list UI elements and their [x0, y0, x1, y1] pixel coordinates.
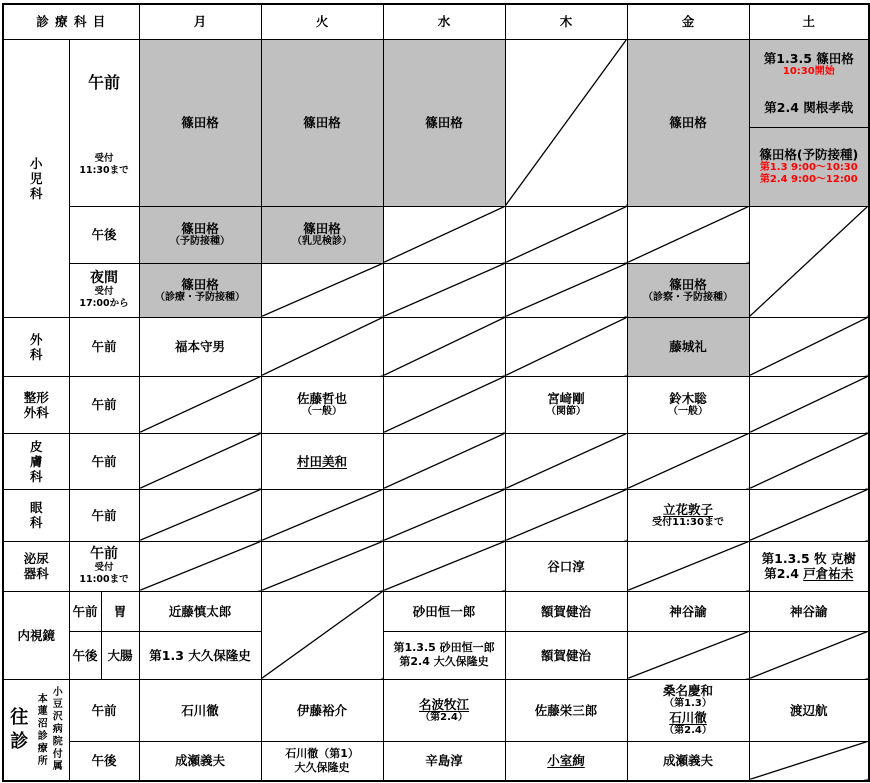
doctor-name: 砂田恒一郎: [412, 603, 476, 619]
cell-endoscopy-am-wed: [383, 591, 505, 631]
doctor-name: 渡辺航: [790, 702, 828, 718]
cell-dermatology-thu-closed: [505, 433, 627, 489]
cell-endoscopy-pm-fri-closed: [627, 631, 749, 679]
dept-char: 眼: [29, 500, 43, 515]
time-label: 午前: [88, 72, 121, 92]
time-label: 夜間: [90, 270, 119, 286]
time-ophthalmology-am: 午前: [69, 489, 139, 541]
time-surgery-am: 午前: [69, 317, 139, 376]
time-home-visit-am: 午前: [69, 679, 139, 741]
doctor-name: 佐藤哲也: [297, 391, 348, 406]
cell-endoscopy-am-thu: [505, 591, 627, 631]
time-urology-am: [69, 541, 139, 591]
time-pediatrics-am-box: [70, 41, 139, 205]
cell-ophthalmology-thu-closed: [505, 489, 627, 541]
cell-pediatrics-am-fri: [627, 39, 749, 206]
cell-pediatrics-pm-night-sat-closed: [749, 206, 869, 317]
dept-line: 整形: [23, 389, 49, 405]
dept-line: 泌尿: [23, 551, 49, 566]
endoscopy-type-gastric: 胃: [101, 591, 139, 631]
header-day-mon: 月: [139, 4, 261, 39]
specialty-note: （一般）: [302, 406, 343, 417]
surgery-row: [3, 317, 869, 376]
doctor-name: 第1.3 大久保隆史: [149, 647, 251, 663]
cell-pediatrics-am-sat-lower: [749, 127, 869, 206]
doctor-line: 第2.4 大久保隆史: [399, 655, 489, 668]
doctor-name: 篠田格: [181, 115, 219, 130]
pediatrics-pm-row: [3, 206, 869, 263]
doctor-line: 大久保隆史: [294, 760, 350, 774]
doctor-name: 藤城礼: [669, 339, 707, 354]
cell-home-visit-am-fri: [627, 679, 749, 741]
doctor-name: 篠田格: [669, 276, 707, 292]
time-home-visit-pm: 午後: [69, 741, 139, 781]
time-endoscopy-am: 午前: [69, 591, 101, 631]
cell-urology-fri-closed: [627, 541, 749, 591]
time-label: 午前: [90, 546, 119, 562]
cell-home-visit-am-sat: [749, 679, 869, 741]
doctor-name: 小室絢: [547, 753, 585, 769]
cell-pediatrics-am-wed: [383, 39, 505, 206]
clinic-name-line: 本蓮沼診療所: [35, 692, 47, 767]
doctor-line: 第1.3.5 砂田恒一郎: [393, 641, 495, 654]
service-note: （診療・予防接種）: [155, 291, 246, 303]
cell-ophthalmology-sat-closed: [749, 489, 869, 541]
week-note: （第2.4）: [664, 725, 712, 736]
dept-ophthalmology: [3, 489, 69, 541]
cell-home-visit-pm-thu: [505, 741, 627, 781]
cell-surgery-fri: [627, 317, 749, 376]
doctor-name: 篠田格: [303, 115, 341, 130]
cell-pediatrics-am-thu-closed: [505, 39, 627, 206]
dept-char: 科: [29, 185, 43, 201]
cell-pediatrics-night-tue-closed: [261, 263, 383, 317]
pediatrics-am-row-upper: [3, 39, 869, 127]
cell-dermatology-tue: [261, 433, 383, 489]
doctor-name: 立花敦子: [663, 501, 714, 517]
specialty-note: （一般）: [668, 406, 709, 417]
cell-endoscopy-am-mon: [139, 591, 261, 631]
reception-note-line: 17:00から: [79, 298, 129, 309]
pediatrics-night-row: [3, 263, 869, 317]
home-visit-am-row: [3, 679, 869, 741]
cell-pediatrics-night-wed-closed: [383, 263, 505, 317]
doctor-name: 篠田格: [425, 115, 463, 130]
doctor-name: 宮﨑剛: [547, 391, 585, 406]
cell-pediatrics-night-mon: [139, 263, 261, 317]
cell-home-visit-pm-sat-closed: [749, 741, 869, 781]
clinic-name-line: 小豆沢病院付属: [50, 686, 62, 774]
cell-urology-sat: [749, 541, 869, 591]
dept-char: 児: [29, 170, 43, 186]
cell-endoscopy-pm-wed: [383, 631, 505, 679]
time-pediatrics-pm: 午後: [69, 206, 139, 263]
home-visit-title: [9, 706, 29, 754]
cell-endoscopy-pm-mon: [139, 631, 261, 679]
cell-urology-mon-closed: [139, 541, 261, 591]
cell-home-visit-pm-wed: [383, 741, 505, 781]
time-dermatology-am: 午前: [69, 433, 139, 489]
dept-char: 科: [29, 515, 43, 530]
doctor-name: 神谷諭: [669, 603, 707, 619]
dept-pediatrics: [3, 39, 69, 317]
doctor-name: 第1.3.5 牧 克樹: [761, 551, 856, 566]
cell-surgery-mon: [139, 317, 261, 376]
cell-ophthalmology-wed-closed: [383, 489, 505, 541]
cell-endoscopy-tue-closed: [261, 591, 383, 679]
reception-note: [70, 153, 139, 177]
cell-home-visit-pm-tue: [261, 741, 383, 781]
dept-char: 往: [10, 706, 29, 728]
doctor-name: 名波牧江: [419, 696, 470, 712]
cell-pediatrics-am-sat-upper: [749, 39, 869, 127]
week-prefix: 第2.4: [764, 566, 804, 581]
cell-ophthalmology-tue-closed: [261, 489, 383, 541]
dept-char: 小: [29, 155, 43, 171]
clinic-name-vertical: [33, 686, 63, 773]
cell-pediatrics-pm-wed-closed: [383, 206, 505, 263]
doctor-line: [750, 566, 869, 581]
cell-ophthalmology-mon-closed: [139, 489, 261, 541]
reception-note-line: 受付: [94, 562, 114, 573]
week-note: （第1.3）: [664, 698, 712, 709]
time-pediatrics-am: [69, 39, 139, 206]
time-endoscopy-pm: 午後: [69, 631, 101, 679]
doctor-name: 神谷諭: [790, 603, 828, 619]
doctor-name: 近藤慎太郎: [168, 603, 232, 619]
cell-surgery-wed-closed: [383, 317, 505, 376]
doctor-name: 佐藤栄三郎: [534, 702, 598, 718]
cell-pediatrics-night-thu-closed: [505, 263, 627, 317]
dept-orthopedics: [3, 376, 69, 433]
endoscopy-am-row: [3, 591, 869, 631]
cell-home-visit-am-tue: [261, 679, 383, 741]
orthopedics-row: [3, 376, 869, 433]
urology-row: [3, 541, 869, 591]
cell-pediatrics-am-mon: [139, 39, 261, 206]
doctor-name: 第2.4 関根孝哉: [764, 100, 854, 115]
cell-surgery-tue-closed: [261, 317, 383, 376]
time-orthopedics-am: 午前: [69, 376, 139, 433]
dept-char: 皮: [29, 438, 43, 454]
ophthalmology-row: [3, 489, 869, 541]
cell-dermatology-wed-closed: [383, 433, 505, 489]
doctor-name: 谷口淳: [547, 558, 585, 574]
cell-pediatrics-am-tue: [261, 39, 383, 206]
dept-line: 外科: [23, 404, 49, 420]
dept-surgery: [3, 317, 69, 376]
doctor-line: 石川徹（第1）: [285, 746, 359, 760]
cell-orthopedics-thu: [505, 376, 627, 433]
doctor-name: 戸倉祐未: [803, 566, 854, 581]
header-day-sat: 土: [749, 4, 869, 39]
header-row: [3, 4, 869, 39]
cell-orthopedics-sat-closed: [749, 376, 869, 433]
cell-ophthalmology-fri: [627, 489, 749, 541]
cell-home-visit-pm-fri: [627, 741, 749, 781]
doctor-name: 額賀健治: [541, 647, 592, 663]
doctor-name: 辛島淳: [425, 753, 463, 769]
doctor-name: 第1.3.5 篠田格: [763, 51, 854, 66]
cell-surgery-sat-closed: [749, 317, 869, 376]
week-note: （第2.4）: [420, 711, 468, 723]
cell-pediatrics-night-fri: [627, 263, 749, 317]
dept-char: 科: [29, 468, 43, 484]
dept-char: 膚: [29, 453, 43, 469]
cell-home-visit-am-thu: [505, 679, 627, 741]
doctor-name: 篠田格: [669, 115, 707, 130]
cell-urology-thu: [505, 541, 627, 591]
cell-pediatrics-pm-fri-closed: [627, 206, 749, 263]
cell-orthopedics-wed-closed: [383, 376, 505, 433]
cell-orthopedics-mon-closed: [139, 376, 261, 433]
reception-note-line: 受付: [94, 152, 114, 164]
specialty-note: （関節）: [546, 406, 587, 417]
doctor-name: 伊藤裕介: [297, 702, 348, 718]
dept-char: 診: [10, 730, 29, 752]
home-visit-pm-row: [3, 741, 869, 781]
dept-endoscopy: 内視鏡: [3, 591, 69, 679]
cell-urology-tue-closed: [261, 541, 383, 591]
cell-dermatology-mon-closed: [139, 433, 261, 489]
reception-note-line: 11:30まで: [79, 164, 129, 176]
cell-endoscopy-pm-sat-closed: [749, 631, 869, 679]
cell-dermatology-sat-closed: [749, 433, 869, 489]
doctor-name: 篠田格: [303, 221, 341, 236]
doctor-name: 成瀬義夫: [175, 753, 226, 769]
dept-home-visit: [3, 679, 69, 781]
start-time-note: 10:30開始: [782, 66, 835, 77]
doctor-name: 石川徹: [669, 710, 707, 725]
hours-note: 第2.4 9:00～12:00: [759, 174, 858, 185]
doctor-name: 桑名慶和: [663, 683, 714, 698]
service-note: （乳児検診）: [292, 236, 353, 247]
service-note: （診察・予防接種）: [643, 291, 734, 303]
cell-endoscopy-am-fri: [627, 591, 749, 631]
doctor-name: 福本守男: [175, 339, 226, 354]
header-department: 診 療 科 目: [3, 4, 139, 39]
cell-pediatrics-pm-tue: [261, 206, 383, 263]
dept-char: 外: [29, 331, 43, 347]
cell-home-visit-am-wed: [383, 679, 505, 741]
doctor-name: 篠田格: [181, 221, 219, 236]
hours-note: 第1.3 9:00～10:30: [759, 162, 858, 173]
cell-endoscopy-pm-thu: [505, 631, 627, 679]
header-day-tue: 火: [261, 4, 383, 39]
cell-orthopedics-tue: [261, 376, 383, 433]
reception-note-line: 11:00まで: [79, 574, 129, 585]
dept-char: 科: [29, 346, 43, 362]
cell-surgery-thu-closed: [505, 317, 627, 376]
doctor-name: 成瀬義夫: [663, 753, 714, 769]
dept-line: 器科: [23, 566, 49, 581]
doctor-name: 村田美和: [297, 453, 348, 469]
endoscopy-type-colon: 大腸: [101, 631, 139, 679]
endoscopy-pm-row: [3, 631, 869, 679]
doctor-name: 篠田格(予防接種): [759, 147, 859, 162]
service-note: （予防接種）: [170, 236, 231, 247]
cell-pediatrics-pm-mon: [139, 206, 261, 263]
reception-note: 受付11:30まで: [652, 516, 724, 528]
cell-urology-wed-closed: [383, 541, 505, 591]
cell-pediatrics-pm-thu-closed: [505, 206, 627, 263]
doctor-name: 篠田格: [181, 276, 219, 292]
doctor-name: 額賀健治: [541, 603, 592, 619]
reception-note-line: 受付: [94, 286, 114, 297]
doctor-name: 鈴木聡: [669, 391, 707, 406]
cell-endoscopy-am-sat: [749, 591, 869, 631]
outpatient-schedule-table: [2, 3, 870, 782]
time-pediatrics-night: [69, 263, 139, 317]
cell-orthopedics-fri: [627, 376, 749, 433]
doctor-name: 石川徹: [181, 702, 219, 718]
header-day-fri: 金: [627, 4, 749, 39]
home-visit-label: [4, 686, 69, 773]
cell-home-visit-am-mon: [139, 679, 261, 741]
cell-dermatology-fri-closed: [627, 433, 749, 489]
header-day-thu: 木: [505, 4, 627, 39]
header-day-wed: 水: [383, 4, 505, 39]
dept-urology: [3, 541, 69, 591]
dermatology-row: [3, 433, 869, 489]
cell-home-visit-pm-mon: [139, 741, 261, 781]
dept-dermatology: [3, 433, 69, 489]
